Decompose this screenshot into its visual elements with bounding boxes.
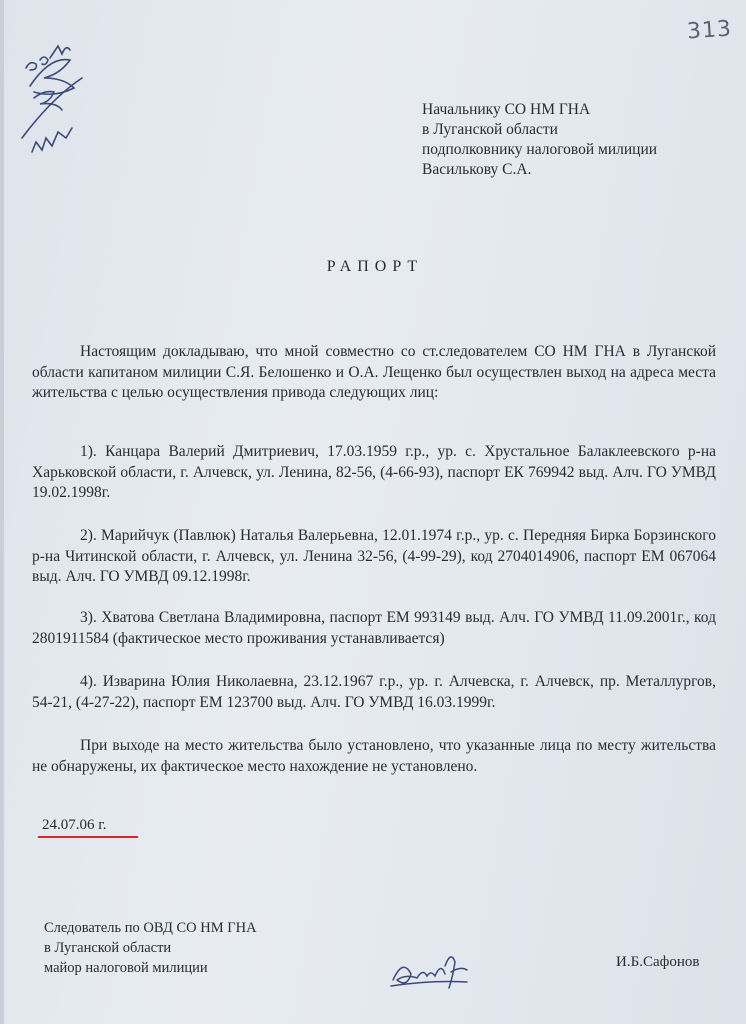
- addressee-block: [422, 100, 657, 180]
- intro-paragraph: Настоящим докладываю, что мной совместно со ст.следователем СО НМ ГНА в Луганской области капитаном милиции С.Я. Белошенко и О.А. Лещенко был осуществлен выход на адреса места жительства с целью осуществления привода следующих лиц:: [32, 343, 716, 401]
- document-title: РАПОРТ: [326, 258, 424, 275]
- signer-line: в Луганской области: [44, 940, 172, 956]
- signature: [387, 946, 477, 1001]
- report-date: 24.07.06 г.: [42, 817, 107, 833]
- list-item: 4). Изварина Юлия Николаевна, 23.12.1967 г.р., ур. г. Алчевска, г. Алчевск, пр. Металлургов, 54-21, (4-27-22), паспорт ЕМ 123700 выд. Алч. ГО УМВД 16.03.1999г.: [32, 673, 716, 711]
- signer-name: И.Б.Сафонов: [616, 954, 700, 970]
- signer-line: майор налоговой милиции: [44, 960, 208, 976]
- addressee-line: Василькову С.А.: [422, 161, 532, 178]
- handwritten-resolution-icon: [12, 28, 112, 168]
- handwritten-signature-icon: [387, 946, 477, 996]
- resolution-mark: [12, 28, 112, 173]
- list-item: 2). Марийчук (Павлюк) Наталья Валерьевна, 12.01.1974 г.р., ур. с. Передняя Бирка Борзинского р-на Читинской области, г. Алчевск, ул. Ленина 32-56, (4-99-29), код 2704014906, паспорт ЕМ 067064 выд. Алч. ГО УМВД 09.12.1998г.: [32, 527, 716, 585]
- conclusion-paragraph: При выходе на место жительства было установлено, что указанные лица по месту жительства не обнаружены, их фактическое место нахождение не установлено.: [32, 737, 716, 775]
- signer-line: Следователь по ОВД СО НМ ГНА: [44, 920, 257, 936]
- date-underline: [38, 836, 138, 838]
- document-page: [4, 0, 746, 1024]
- addressee-line: подполковнику налоговой милиции: [422, 141, 658, 158]
- page-number: 313: [686, 16, 733, 45]
- addressee-line: Начальнику СО НМ ГНА: [422, 101, 591, 118]
- list-item: 3). Хватова Светлана Владимировна, паспорт ЕМ 993149 выд. Алч. ГО УМВД 11.09.2001г., код 2801911584 (фактическое место проживания устанавливается): [32, 609, 716, 647]
- addressee-line: в Луганской области: [422, 121, 558, 138]
- list-item: 1). Канцара Валерий Дмитриевич, 17.03.1959 г.р., ур. с. Хрустальное Балаклеевского р-на Харьковской области, г. Алчевск, ул. Ленина, 82-56, (4-66-93), паспорт ЕК 769942 выд. Алч. ГО УМВД 19.02.1998г.: [32, 443, 716, 501]
- signer-block: [44, 918, 257, 978]
